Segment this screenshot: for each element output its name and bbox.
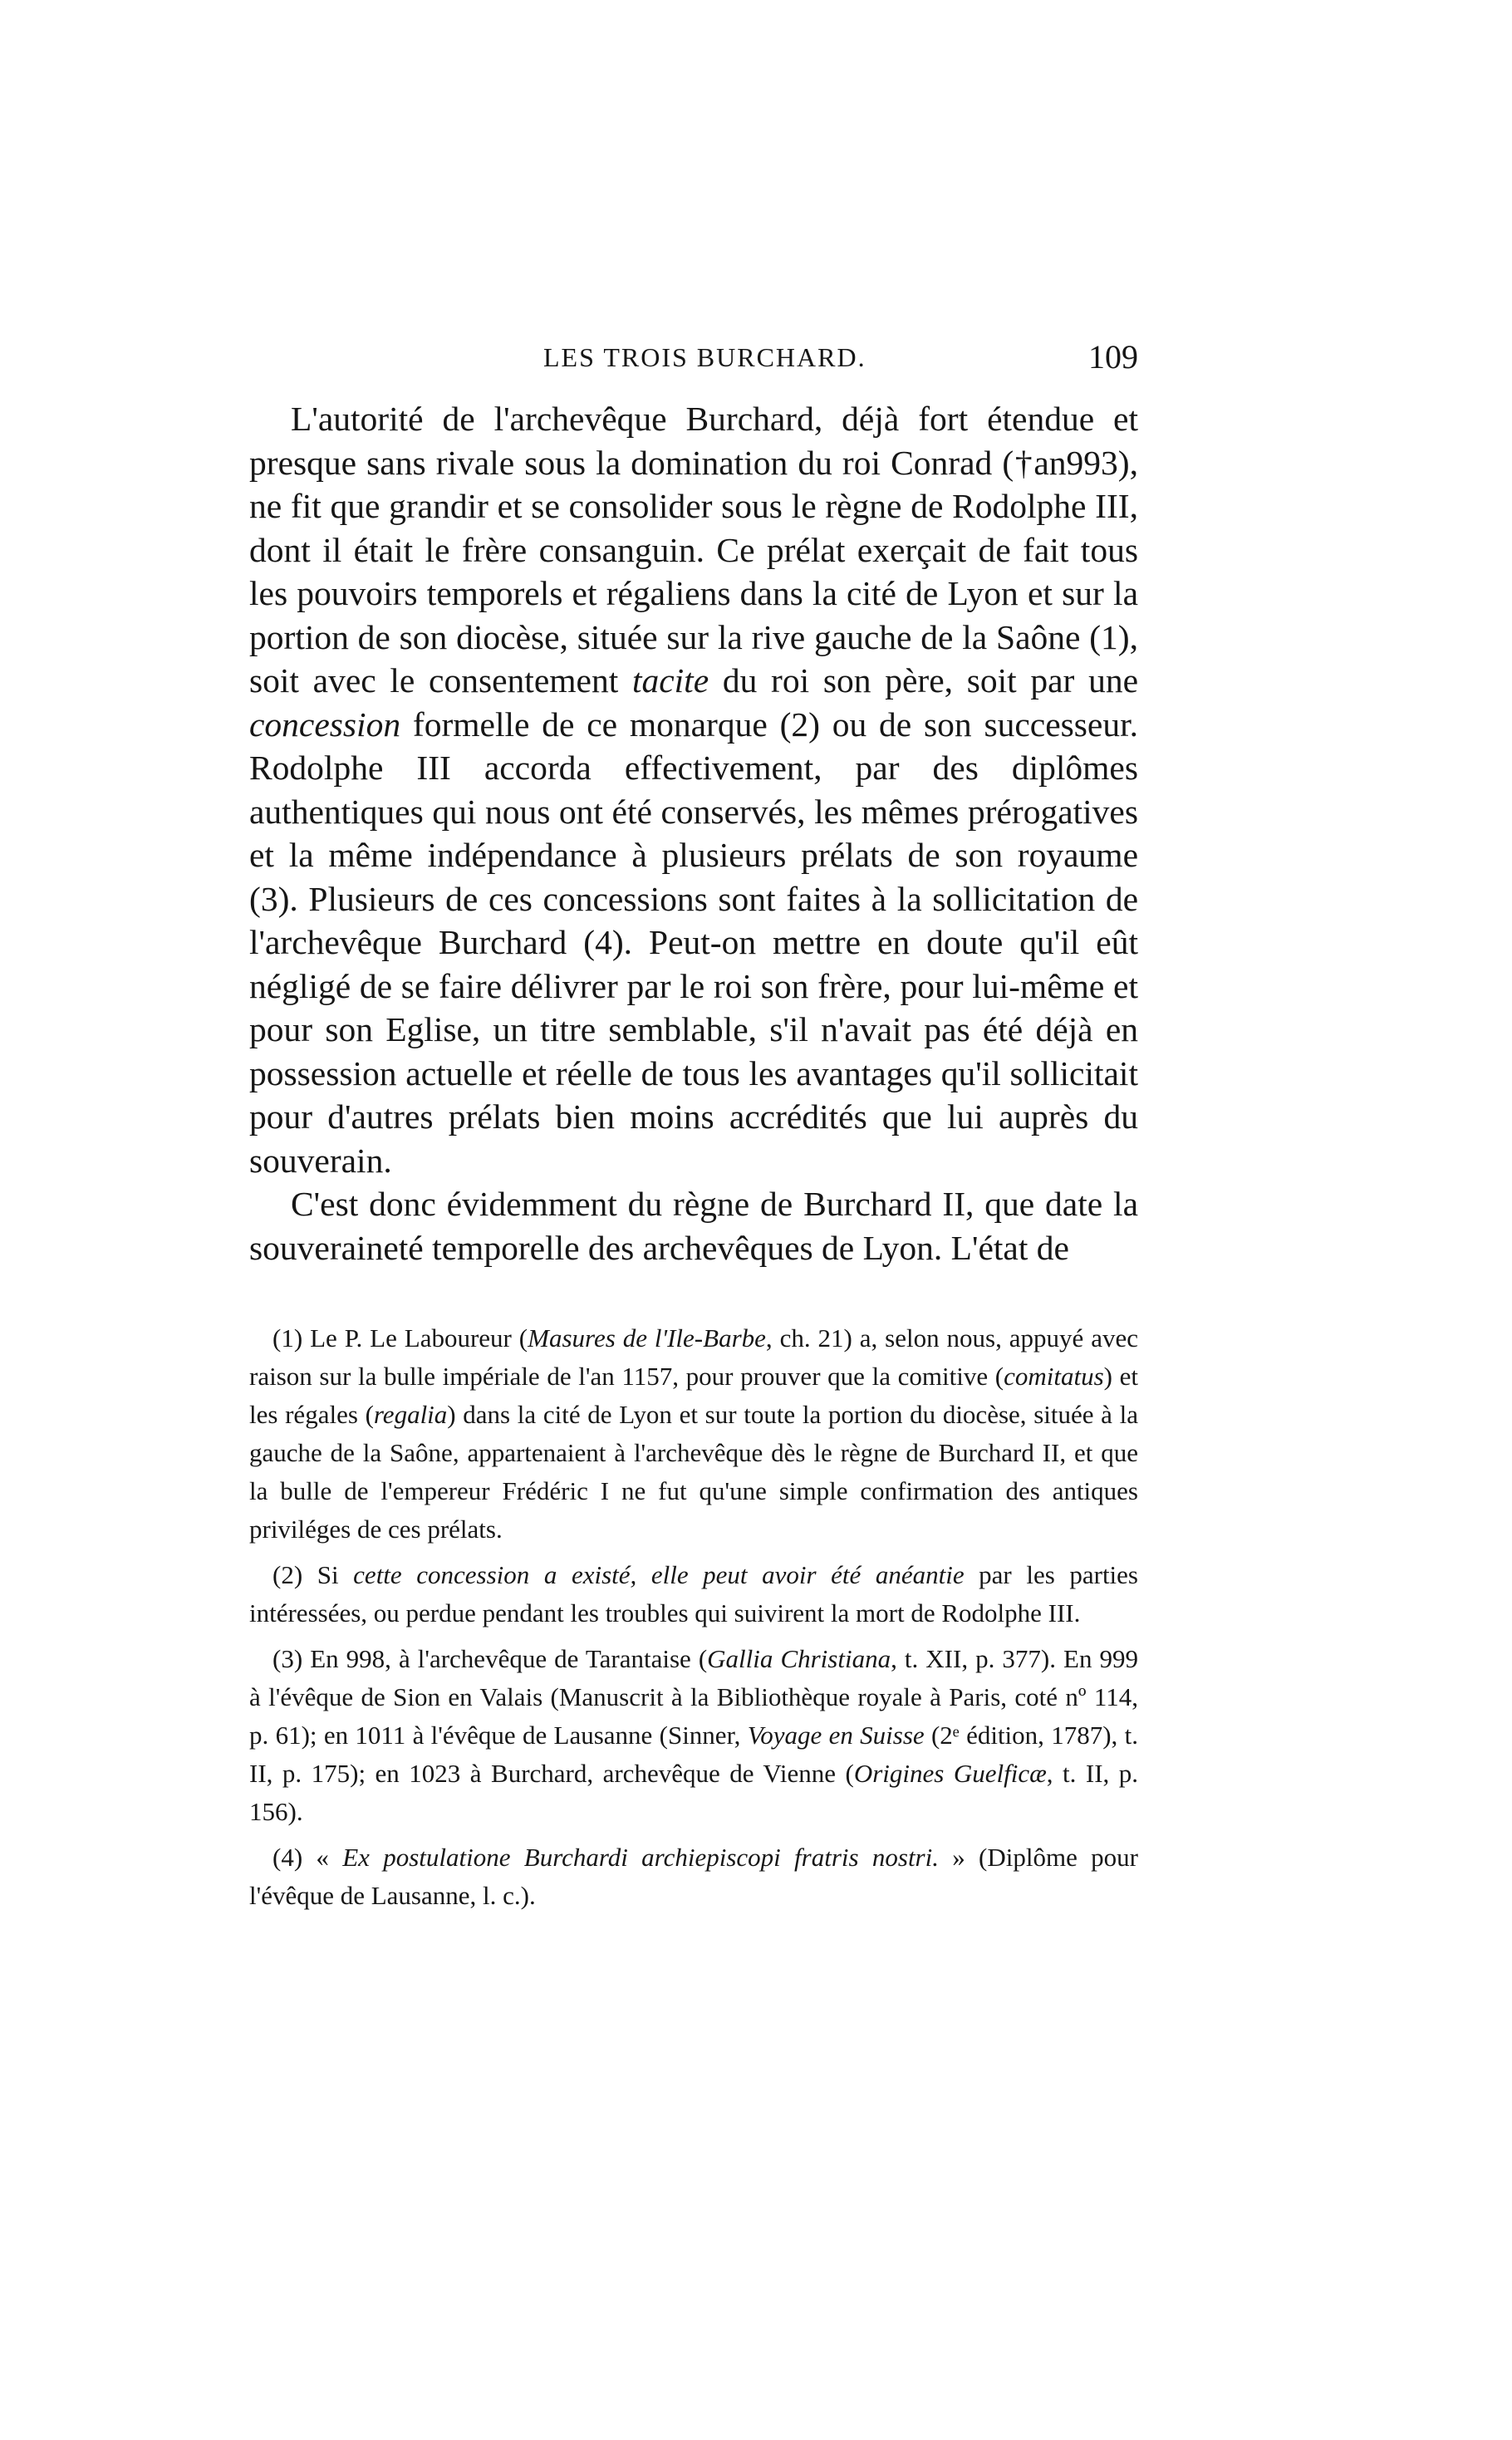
paragraph-1-italic-tacite: tacite <box>631 661 709 700</box>
main-text <box>249 397 1138 1269</box>
footnote-2: (2) Si cette concession a existé, elle peut avoir été anéantie par les parties intéressées, ou perdue pendant les troubles qui suivirent la mort de Rodolphe III. <box>249 1560 1138 1627</box>
running-title: LES TROIS BURCHARD. <box>543 342 866 372</box>
page-number: 109 <box>1088 338 1138 376</box>
paragraph-1-text-a: L'autorité de l'archevêque Burchard, déjà fort étendue et presque sans rivale sous la domination du roi Conrad (†an993), ne fit que grandir et se consolider sous le règne de Rodolphe III, dont il était le frère consanguin. Ce prélat exerçait de fait tous les pouvoirs temporels et régaliens dans la cité de Lyon et sur la portion de son diocèse, située sur la rive gauche de la Saône (1), soit avec le consentement <box>249 400 1138 700</box>
paragraph-2: C'est donc évidemment du règne de Burchard II, que date la souveraineté temporelle des archevêques de Lyon. L'état de <box>249 1185 1138 1267</box>
footnote-3: (3) En 998, à l'archevêque de Tarantaise (Gallia Christiana, t. XII, p. 377). En 999 à l'évêque de Sion en Valais (Manuscrit à la Bibliothèque royale à Paris, coté nº 114, p. 61); en 1011 à l'évêque de Lausanne (Sinner, Voyage en Suisse (2ᵉ édition, 1787), t. II, p. 175); en 1023 à Burchard, archevêque de Vienne (Origines Guelficæ, t. II, p. 156). <box>249 1644 1139 1826</box>
paragraph-1-text-e: formelle de ce monarque (2) ou de son successeur. Rodolphe III accorda effectivement, par des diplômes authentiques qui nous ont été conservés, les mêmes prérogatives et la même indépendance à plusieurs prélats de son royaume (3). Plusieurs de ces concessions sont faites à la sollicitation de l'archevêque Burchard (4). Peut-on mettre en doute qu'il eût négligé de se faire délivrer par le roi son frère, pour lui-même et pour son Eglise, un titre semblable, s'il n'avait pas été déjà en possession actuelle et réelle de tous les avantages qu'il sollicitait pour d'autres prélats bien moins accrédités que lui auprès du souverain. <box>249 705 1138 1180</box>
footnotes <box>249 1319 1138 1922</box>
footnote-1: (1) Le P. Le Laboureur (Masures de l'Ile-Barbe, ch. 21) a, selon nous, appuyé avec raison sur la bulle impériale de l'an 1157, pour prouver que la comitive (comitatus) et les régales (regalia) dans la cité de Lyon et sur toute la portion du diocèse, située à la gauche de la Saône, appartenaient à l'archevêque dès le règne de Burchard II, et que la bulle de l'empereur Frédéric I ne fut qu'une simple confirmation des antiques priviléges de ces prélats. <box>249 1323 1138 1544</box>
page-header <box>249 338 1138 392</box>
footnote-4: (4) « Ex postulatione Burchardi archiepiscopi fratris nostri. » (Diplôme pour l'évêque de Lausanne, l. c.). <box>249 1843 1138 1910</box>
paragraph-1-text-c: du roi son père, soit par une <box>709 661 1139 700</box>
paragraph-1 <box>249 397 1138 1182</box>
paragraph-1-italic-concession: concession <box>249 705 401 744</box>
